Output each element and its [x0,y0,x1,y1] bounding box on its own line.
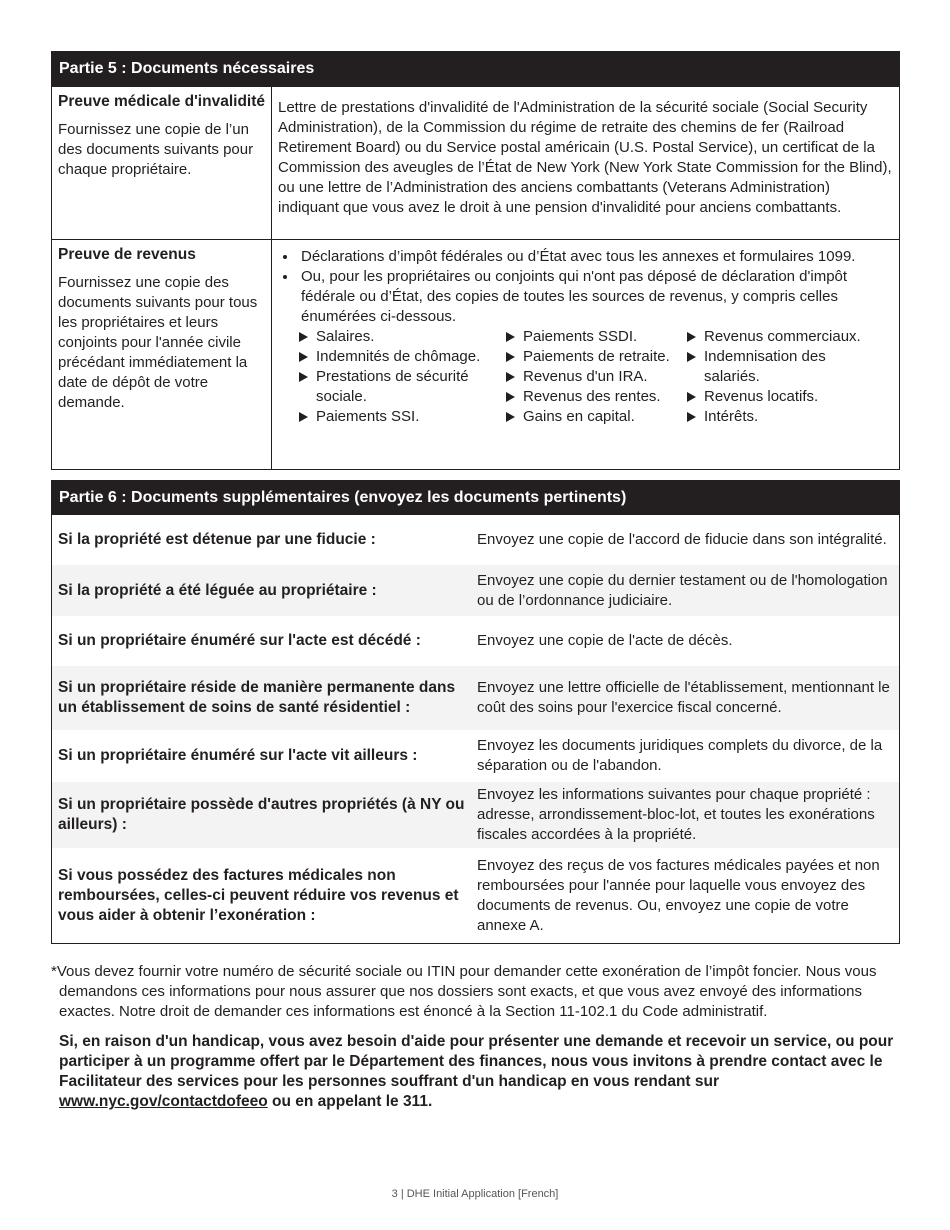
part6-condition: Si un propriétaire possède d'autres propriétés (à NY ou ailleurs) : [58,796,465,833]
ssn-note: *Vous devez fournir votre numéro de sécurité sociale ou ITIN pour demander cette exonération de l’impôt foncier. Nous vous demandons ces informations pour nous assurer que nos dossiers sont exacts, et que vous avez envoyé des informations exactes. Notre droit de demander ces informations est énoncé à la Section 11-102.1 du Code administratif. [51,963,877,1020]
income-sources [296,327,893,427]
income-source-item: Paiements SSI. [296,407,503,427]
income-bullet: • Ou, pour les propriétaires ou conjoints qui n'ont pas déposé de déclaration d'impôt fédérale ou d’État, des copies de toutes les sources de revenus, y compris celles énumérées ci-dessous. [298,267,893,327]
income-proof-title: Preuve de revenus [58,246,196,263]
income-source-item: Gains en capital. [503,407,684,427]
part6-row [52,565,899,616]
part6-requirement: Envoyez les informations suivantes pour chaque propriété : adresse, arrondissement-bloc-lot, et toutes les exonérations fiscales accordées à la propriété. [477,786,875,843]
income-source-item: Paiements SSDI. [503,327,684,347]
income-bullet-list [278,247,893,327]
page-number: 3 | DHE Initial Application [French] [391,1188,559,1200]
part6-condition: Si la propriété est détenue par une fiducie : [58,531,376,548]
accessibility-end: ou en appelant le 311. [272,1093,433,1110]
income-source-item: Salaires. [296,327,503,347]
medical-proof-instruction: Fournissez une copie de l’un des documents suivants pour chaque propriétaire. [58,121,254,178]
part6-header: Partie 6 : Documents supplémentaires (envoyez les documents pertinents) [52,480,899,515]
income-source-item: Revenus des rentes. [503,387,684,407]
income-source-item: Indemnisation des salariés. [684,347,884,387]
part5-header: Partie 5 : Documents nécessaires [52,51,899,86]
income-source-item: Paiements de retraite. [503,347,684,367]
income-source-item: Revenus d'un IRA. [503,367,684,387]
part6-condition: Si la propriété a été léguée au propriétaire : [58,581,377,599]
income-source-item: Prestations de sécurité sociale. [296,367,503,407]
income-bullet: • Déclarations d’impôt fédérales ou d’État avec tous les annexes et formulaires 1099. [298,247,893,267]
medical-proof-row [52,86,899,239]
medical-proof-text: Lettre de prestations d'invalidité de l'Administration de la sécurité sociale (Social Security Administration), de la Commission du régime de retraite des chemins de fer (Railroad Retirement Board) ou du Service postal américain (U.S. Postal Service), un certificat de la Commission des aveugles de l’État de New York (New York State Commission for the Blind), ou une lettre de l’Administration des anciens combattants (Veterans Administration) indiquant que vous avez le droit à une pension d'invalidité pour anciens combattants. [278,99,892,216]
part6-requirement: Envoyez une copie de l'accord de fiducie dans son intégralité. [477,531,887,548]
footer-notes [51,962,901,1112]
part5-table [51,51,900,470]
part6-requirement: Envoyez une copie du dernier testament ou de l'homologation ou de l’ordonnance judiciaire. [477,571,888,609]
part6-table [51,480,900,944]
income-source-item: Revenus locatifs. [684,387,884,407]
accessibility-notice [51,1032,901,1112]
income-source-item: Revenus commerciaux. [684,327,884,347]
part6-row [52,730,899,782]
part6-row [52,616,899,666]
part6-requirement: Envoyez des reçus de vos factures médicales payées et non remboursées pour l'année pour laquelle vous envoyez des documents de revenus. Ou, envoyez une copie de votre annexe A. [477,856,880,934]
part6-condition: Si un propriétaire énuméré sur l'acte est décédé : [58,632,421,649]
part6-requirement: Envoyez une lettre officielle de l'établissement, mentionnant le coût des soins pour l'exercice fiscal concerné. [477,679,890,716]
income-source-item: Indemnités de chômage. [296,347,503,367]
part6-row [52,848,899,943]
part6-condition: Si vous possédez des factures médicales non remboursées, celles-ci peuvent réduire vos revenus et vous aider à obtenir l’exonération : [58,866,459,924]
part6-condition: Si un propriétaire énuméré sur l'acte vit ailleurs : [58,747,418,764]
part6-row [52,515,899,565]
income-source-item: Intérêts. [684,407,884,427]
medical-proof-title: Preuve médicale d'invalidité [58,93,265,110]
accessibility-text: Si, en raison d'un handicap, vous avez besoin d'aide pour présenter une demande et recevoir un service, ou pour participer à un programme offert par le Département des finances, nous vous invitons à prendre contact avec le Facilitateur des services pour les personnes souffrant d'un handicap en vous rendant sur [59,1033,894,1090]
income-proof-instruction: Fournissez une copie des documents suivants pour tous les propriétaires et leurs conjoints pour l'année civile précédant immédiatement la date de dépôt de votre demande. [58,274,258,411]
part6-condition: Si un propriétaire réside de manière permanente dans un établissement de soins de santé résidentiel : [58,679,456,716]
income-proof-row [52,239,899,469]
part6-row [52,666,899,730]
form-page [51,51,900,944]
part6-row [52,782,899,848]
part6-requirement: Envoyez une copie de l'acte de décès. [477,632,733,649]
part6-requirement: Envoyez les documents juridiques complets du divorce, de la séparation ou de l'abandon. [477,737,883,774]
contact-link[interactable]: www.nyc.gov/contactdofeeo [59,1093,268,1110]
